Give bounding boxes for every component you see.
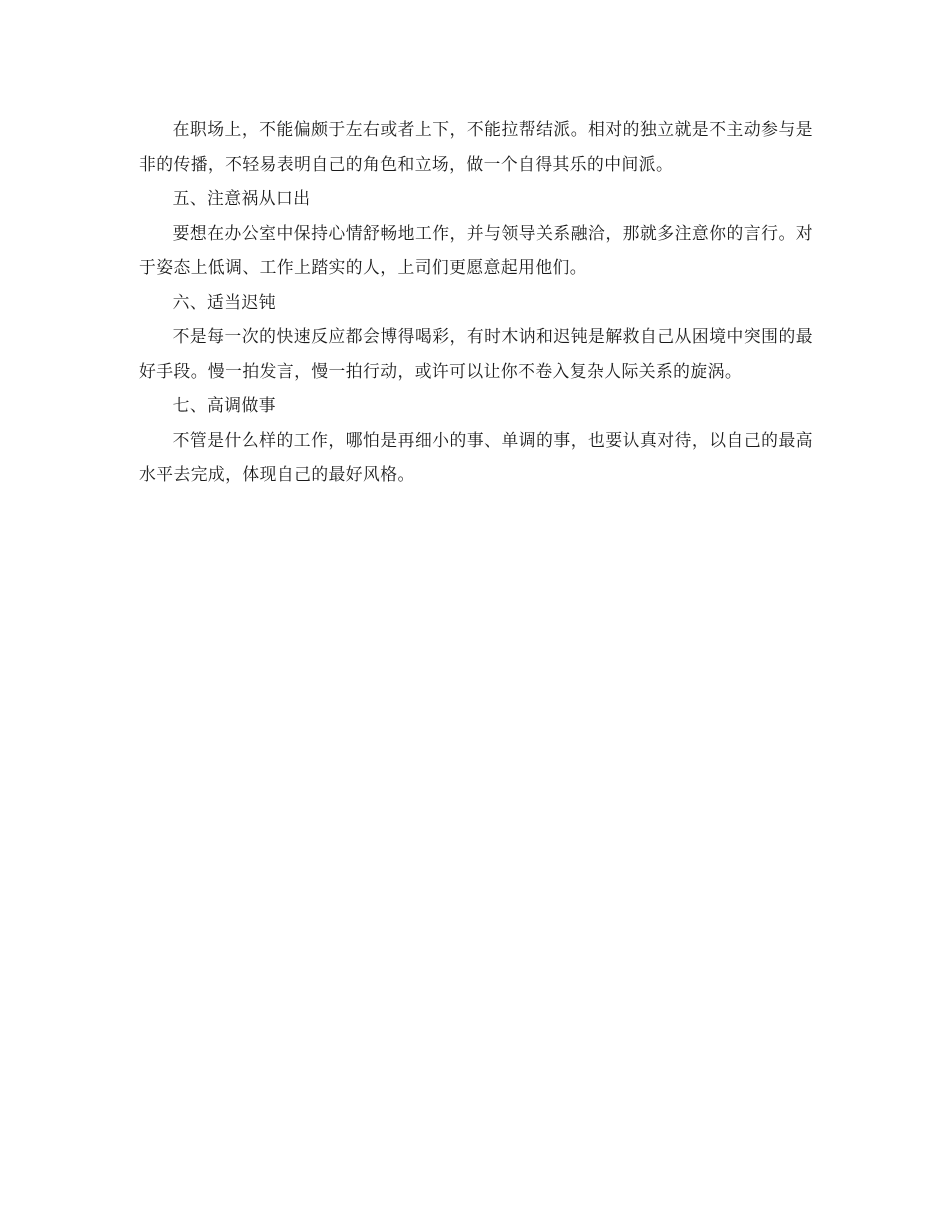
paragraph-watch-words: 要想在办公室中保持心情舒畅地工作，并与领导关系融洽，那就多注意你的言行。对于姿态上低调、工作上踏实的人，上司们更愿意起用他们。 [139, 222, 813, 277]
heading-section-five: 五、注意祸从口出 [172, 188, 311, 208]
paragraph-high-profile-work: 不管是什么样的工作，哪怕是再细小的事、单调的事，也要认真对待，以自己的最高水平去完成，体现自己的最好风格。 [139, 429, 813, 484]
paragraph-slow-reaction: 不是每一次的快速反应都会博得喝彩，有时木讷和迟钝是解救自己从困境中突围的最好手段。慢一拍发言，慢一拍行动，或许可以让你不卷入复杂人际关系的旋涡。 [139, 326, 813, 381]
heading-section-six: 六、适当迟钝 [172, 291, 276, 312]
paragraph-independence: 在职场上，不能偏颇于左右或者上下，不能拉帮结派。相对的独立就是不主动参与是非的传播，不轻易表明自己的角色和立场，做一个自得其乐的中间派。 [139, 119, 813, 174]
heading-section-seven: 七、高调做事 [172, 395, 276, 415]
document-body [139, 112, 813, 492]
